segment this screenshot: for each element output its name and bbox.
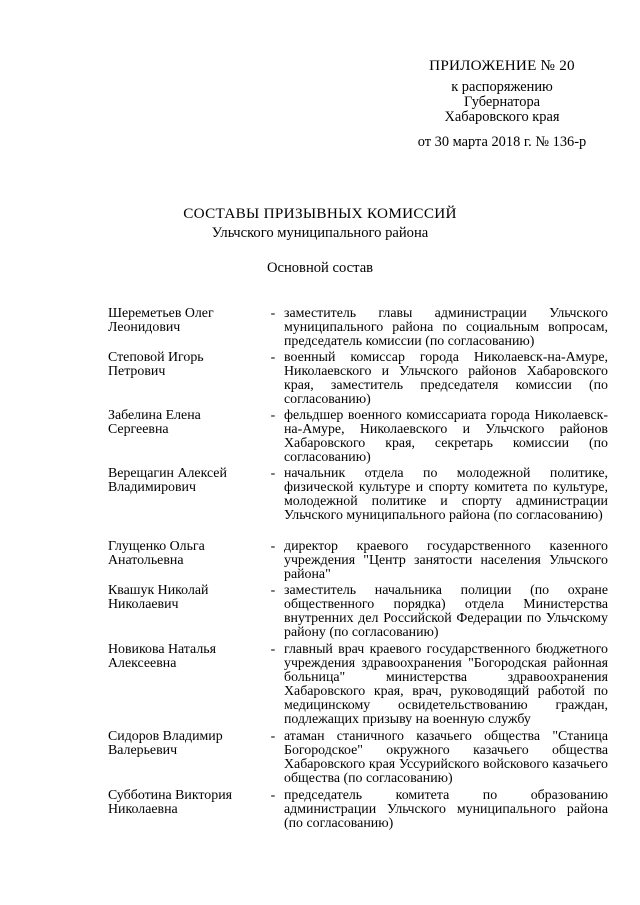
member-surname-given: Шереметьев Олег — [108, 306, 214, 321]
member-surname-given: Забелина Елена — [108, 408, 201, 423]
document-title: СОСТАВЫ ПРИЗЫВНЫХ КОМИССИЙ — [183, 205, 457, 222]
member-row — [108, 467, 608, 531]
member-row — [108, 788, 608, 831]
member-name — [108, 540, 260, 575]
member-name — [108, 730, 260, 780]
member-surname-given: Новикова Наталья — [108, 642, 216, 657]
section-title: Основной состав — [266, 260, 374, 276]
member-patronymic: Валерьевич — [108, 743, 178, 758]
member-row — [108, 642, 608, 727]
member-dash: - — [270, 788, 276, 803]
members-list — [108, 306, 608, 831]
appendix-header — [398, 58, 606, 150]
appendix-date: от 30 марта 2018 г. № 136-р — [417, 134, 587, 150]
member-role: заместитель начальника полиции (по охране общественного порядка) отдела Министерства внутренних дел Российской Федерации по Ульчскому району (по согласованию) — [284, 583, 608, 640]
member-surname-given: Верещагин Алексей — [108, 466, 227, 481]
appendix-line-3: Хабаровского края — [444, 109, 560, 125]
member-dash: - — [270, 583, 276, 598]
member-role: начальник отдела по молодежной политике, физической культуре и спорту комитета по культуре, молодежной политике и спорту администрации Ульчского муниципального района (по согласованию) — [284, 466, 608, 523]
member-row — [108, 583, 608, 640]
appendix-line-1: к распоряжению — [451, 79, 553, 95]
member-role: атаман станичного казачьего общества "Станица Богородское" окружного казачьего общества Хабаровского края Уссурийского войскового казачьего общества (по согласованию) — [284, 729, 608, 786]
member-patronymic: Владимирович — [108, 480, 196, 495]
member-surname-given: Квашук Николай — [108, 583, 209, 598]
member-row — [108, 539, 608, 582]
member-row — [108, 350, 608, 407]
member-patronymic: Петрович — [108, 364, 166, 379]
member-dash: - — [270, 642, 276, 657]
appendix-line-2: Губернатора — [463, 94, 541, 110]
member-dash: - — [270, 350, 276, 365]
member-surname-given: Сидоров Владимир — [108, 729, 223, 744]
member-row — [108, 729, 608, 786]
member-patronymic: Сергеевна — [108, 422, 169, 437]
member-patronymic: Алексеевна — [108, 656, 177, 671]
member-surname-given: Субботина Виктория — [108, 788, 233, 803]
member-role: председатель комитета по образованию администрации Ульчского муниципального района (по согласованию) — [284, 788, 608, 831]
member-name — [108, 351, 260, 400]
member-name — [108, 584, 260, 634]
member-surname-given: Глущенко Ольга — [108, 539, 205, 554]
appendix-title: ПРИЛОЖЕНИЕ № 20 — [429, 57, 575, 74]
member-dash: - — [270, 729, 276, 744]
member-name — [108, 307, 260, 342]
member-name — [108, 789, 260, 825]
member-patronymic: Николаевна — [108, 802, 178, 817]
member-row — [108, 408, 608, 465]
member-role: военный комиссар города Николаевск-на-Амуре, Николаевского и Ульчского районов Хабаровского края, заместитель председателя комиссии (по согласованию) — [284, 350, 608, 407]
document-district: Ульчского муниципального района — [211, 225, 429, 241]
member-name — [108, 467, 260, 531]
member-role: заместитель главы администрации Ульчского муниципального района по социальным вопросам, председатель комиссии (по согласованию) — [284, 306, 608, 349]
member-role: фельдшер военного комиссариата города Николаевск-на-Амуре, Николаевского и Ульчского районов Хабаровского края, секретарь комиссии (по согласованию) — [284, 408, 608, 465]
member-dash: - — [270, 408, 276, 423]
member-patronymic: Леонидович — [108, 320, 181, 335]
member-role: главный врач краевого государственного бюджетного учреждения здравоохранения "Богородская районная больница" министерства здравоохранения Хабаровского края, врач, руководящий работой по медицинскому освидетельствованию граждан, подлежащих призыву на военную службу — [284, 642, 608, 727]
member-dash: - — [270, 539, 276, 554]
member-name — [108, 409, 260, 458]
member-patronymic: Николаевич — [108, 597, 179, 612]
member-row — [108, 306, 608, 349]
member-surname-given: Степовой Игорь — [108, 350, 204, 365]
member-dash: - — [270, 306, 276, 321]
member-patronymic: Анатольевна — [108, 553, 184, 568]
member-name — [108, 643, 260, 721]
member-dash: - — [270, 466, 276, 481]
member-role: директор краевого государственного казенного учреждения "Центр занятости населения Ульчского района" — [284, 539, 608, 582]
